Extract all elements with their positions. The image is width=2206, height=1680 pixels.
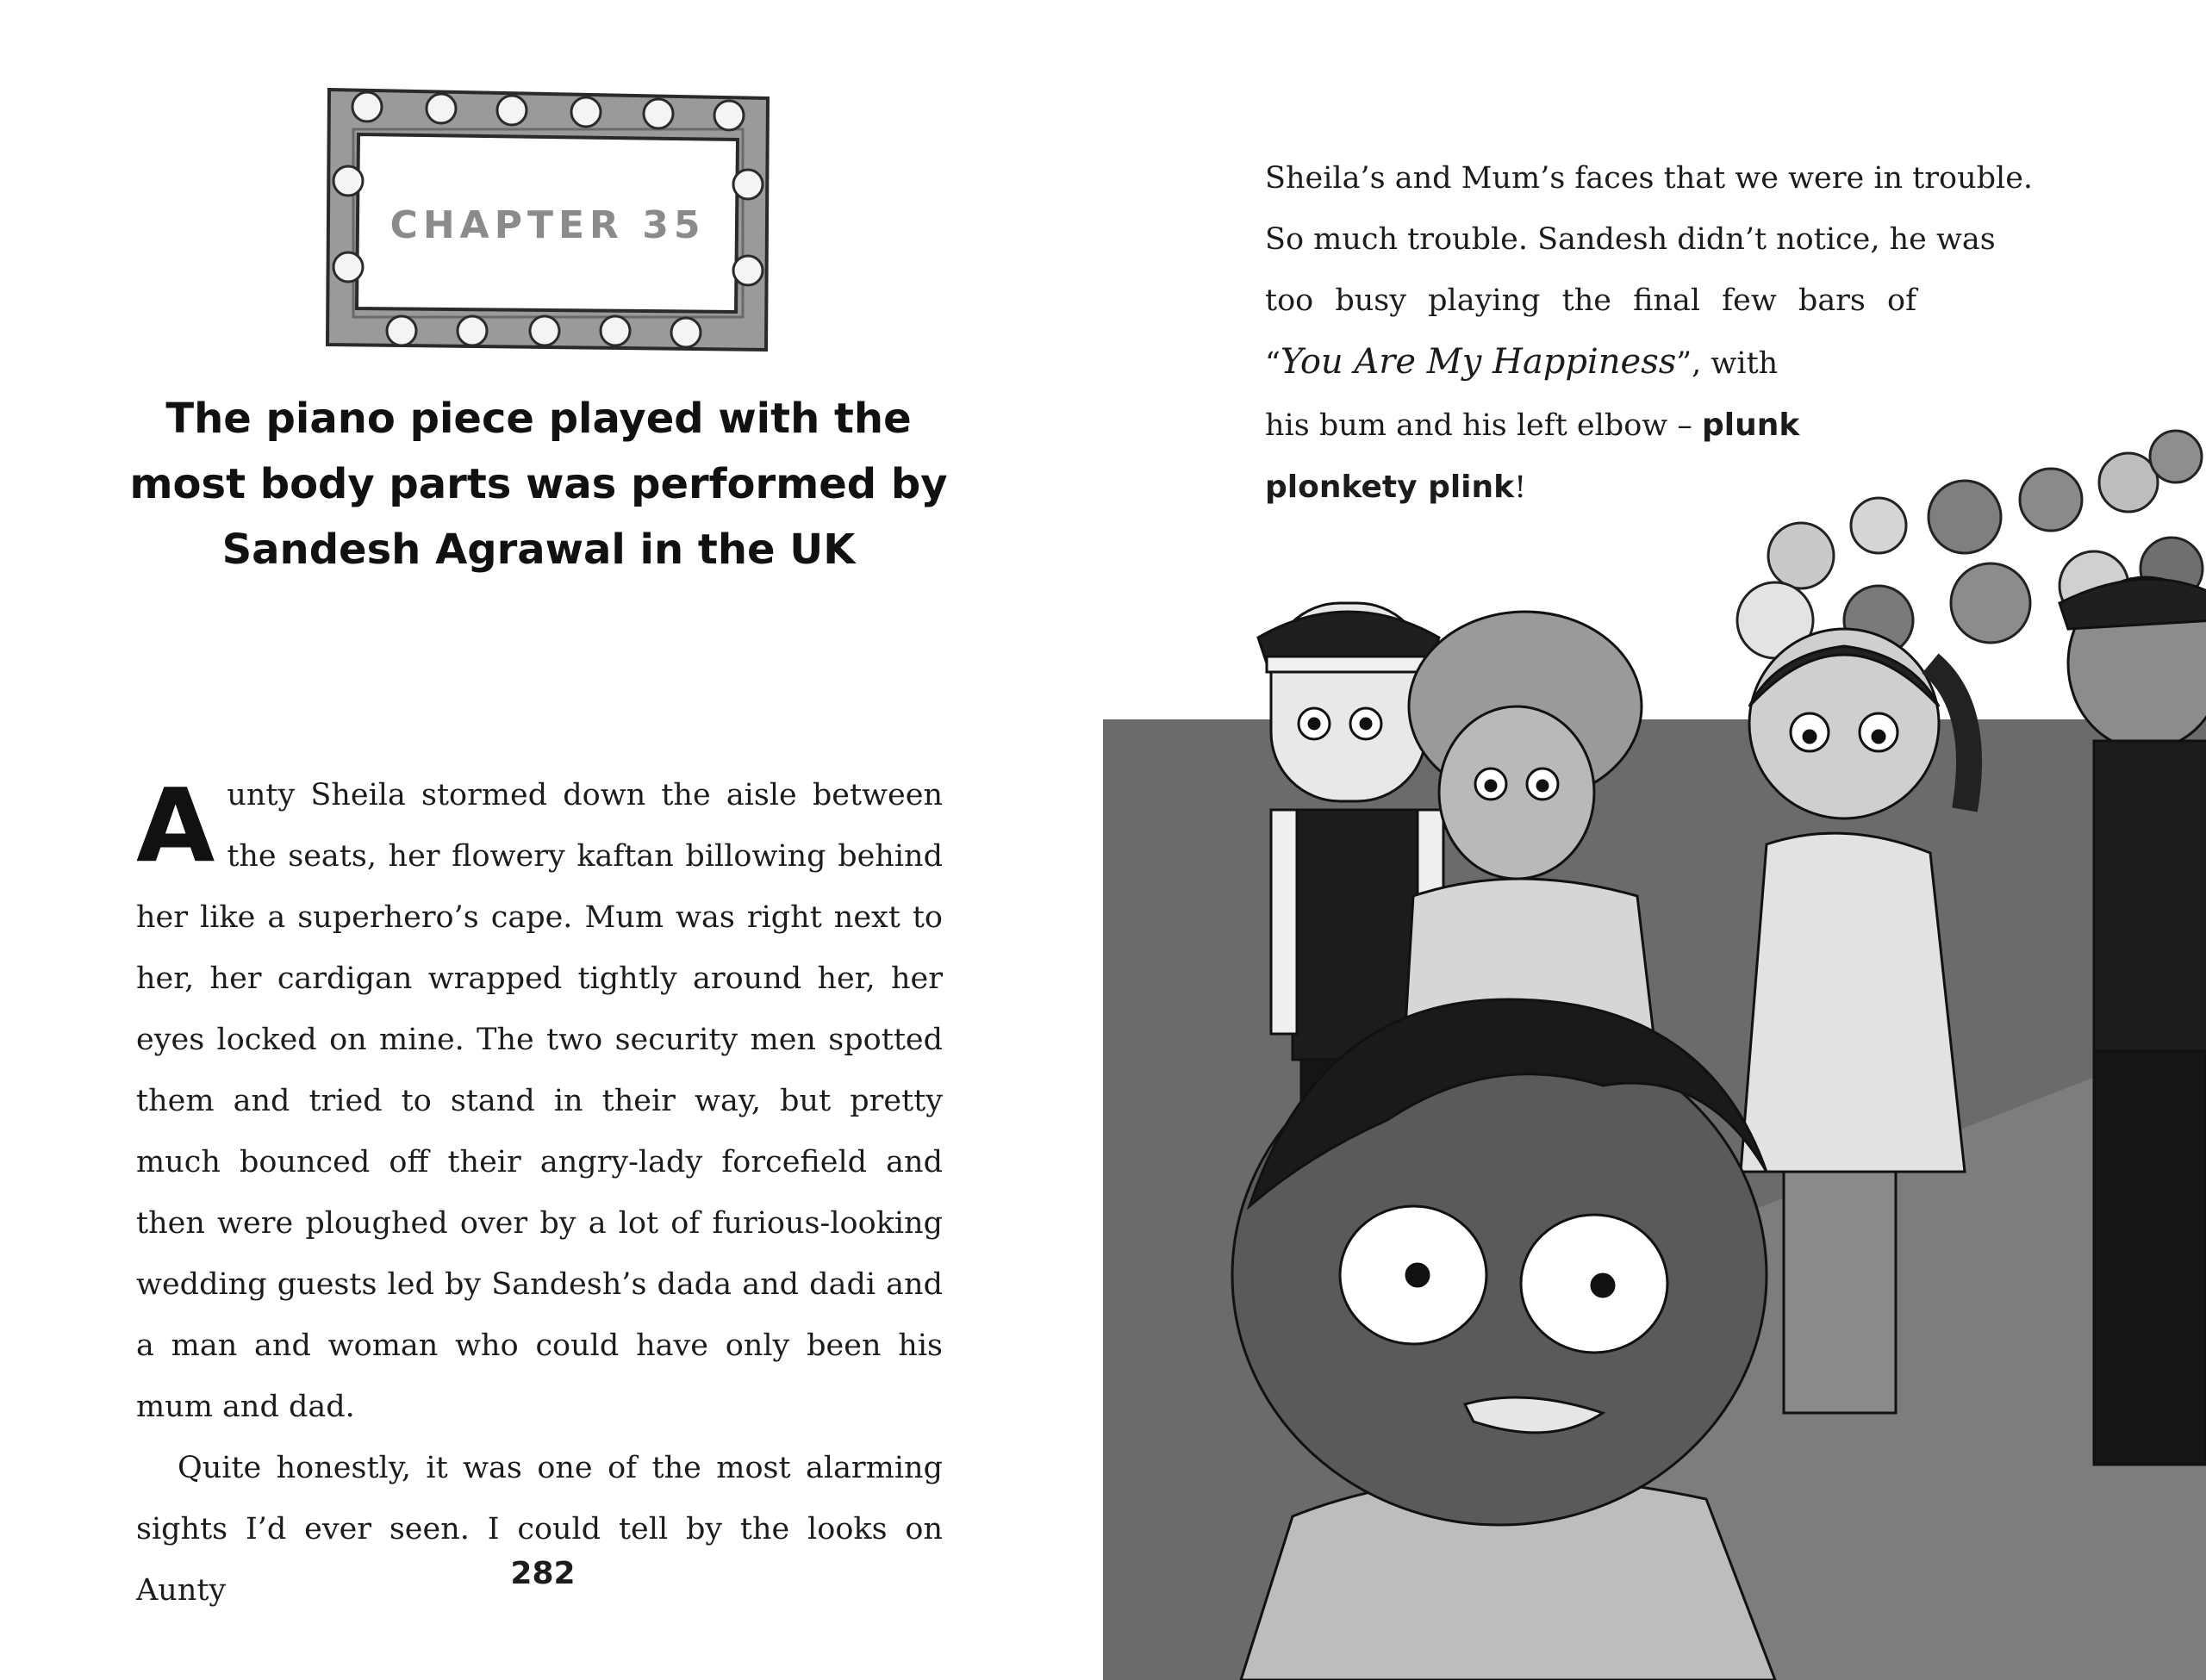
chapter-label: CHAPTER 35 [389,203,706,247]
chapter-marquee [326,86,770,353]
plonkety-plink: plonkety plink [1265,470,1515,505]
text-line-5-text: his bum and his left elbow – [1265,408,1702,443]
paragraph-2: Quite honestly, it was one of the most alarming sights I’d ever seen. I could tell by the looks on Aunty [136,1451,943,1608]
plunk-word: plunk [1702,408,1800,443]
text-line-2: So much trouble. Sandesh didn’t notice, he was [1265,222,1996,257]
quote-close: ”, with [1676,346,1779,381]
chapter-title: The piano piece played with the most body parts was performed by Sandesh Agrawal in the UK [129,395,948,574]
text-line-5 [1265,395,2023,457]
paragraph-1-text: unty Sheila stormed down the aisle between the seats, her flowery kaftan billowing behind her like a superhero’s cape. Mum was right next to her, her cardigan wrapped tightly around her, her eyes locked on mine. The two security men spotted them and tried to stand in their way, but pretty much bounced off their angry-lady forcefield and then were ploughed over by a lot of furious-looking wedding guests led by Sandesh’s dada and dadi and a man and woman who could have only been his mum and dad. [136,778,943,1424]
exclaim: ! [1514,470,1527,505]
body-text [136,765,943,1621]
text-line-1: Sheila’s and Mum’s faces that we were in trouble. [1265,161,2034,196]
paragraph-1 [136,765,943,1438]
text-line-6 [1265,457,2023,519]
text-line-4 [1265,332,2023,395]
dropcap: A [136,766,215,885]
quote-open: “ [1265,346,1281,381]
page-number: 282 [510,1556,576,1591]
song-title: You Are My Happiness [1280,342,1677,382]
right-page [1103,0,2206,1680]
continued-text [1265,148,2034,519]
text-line-3-text: too busy playing the final few bars of [1265,283,1917,318]
text-line-3 [1265,271,2023,332]
